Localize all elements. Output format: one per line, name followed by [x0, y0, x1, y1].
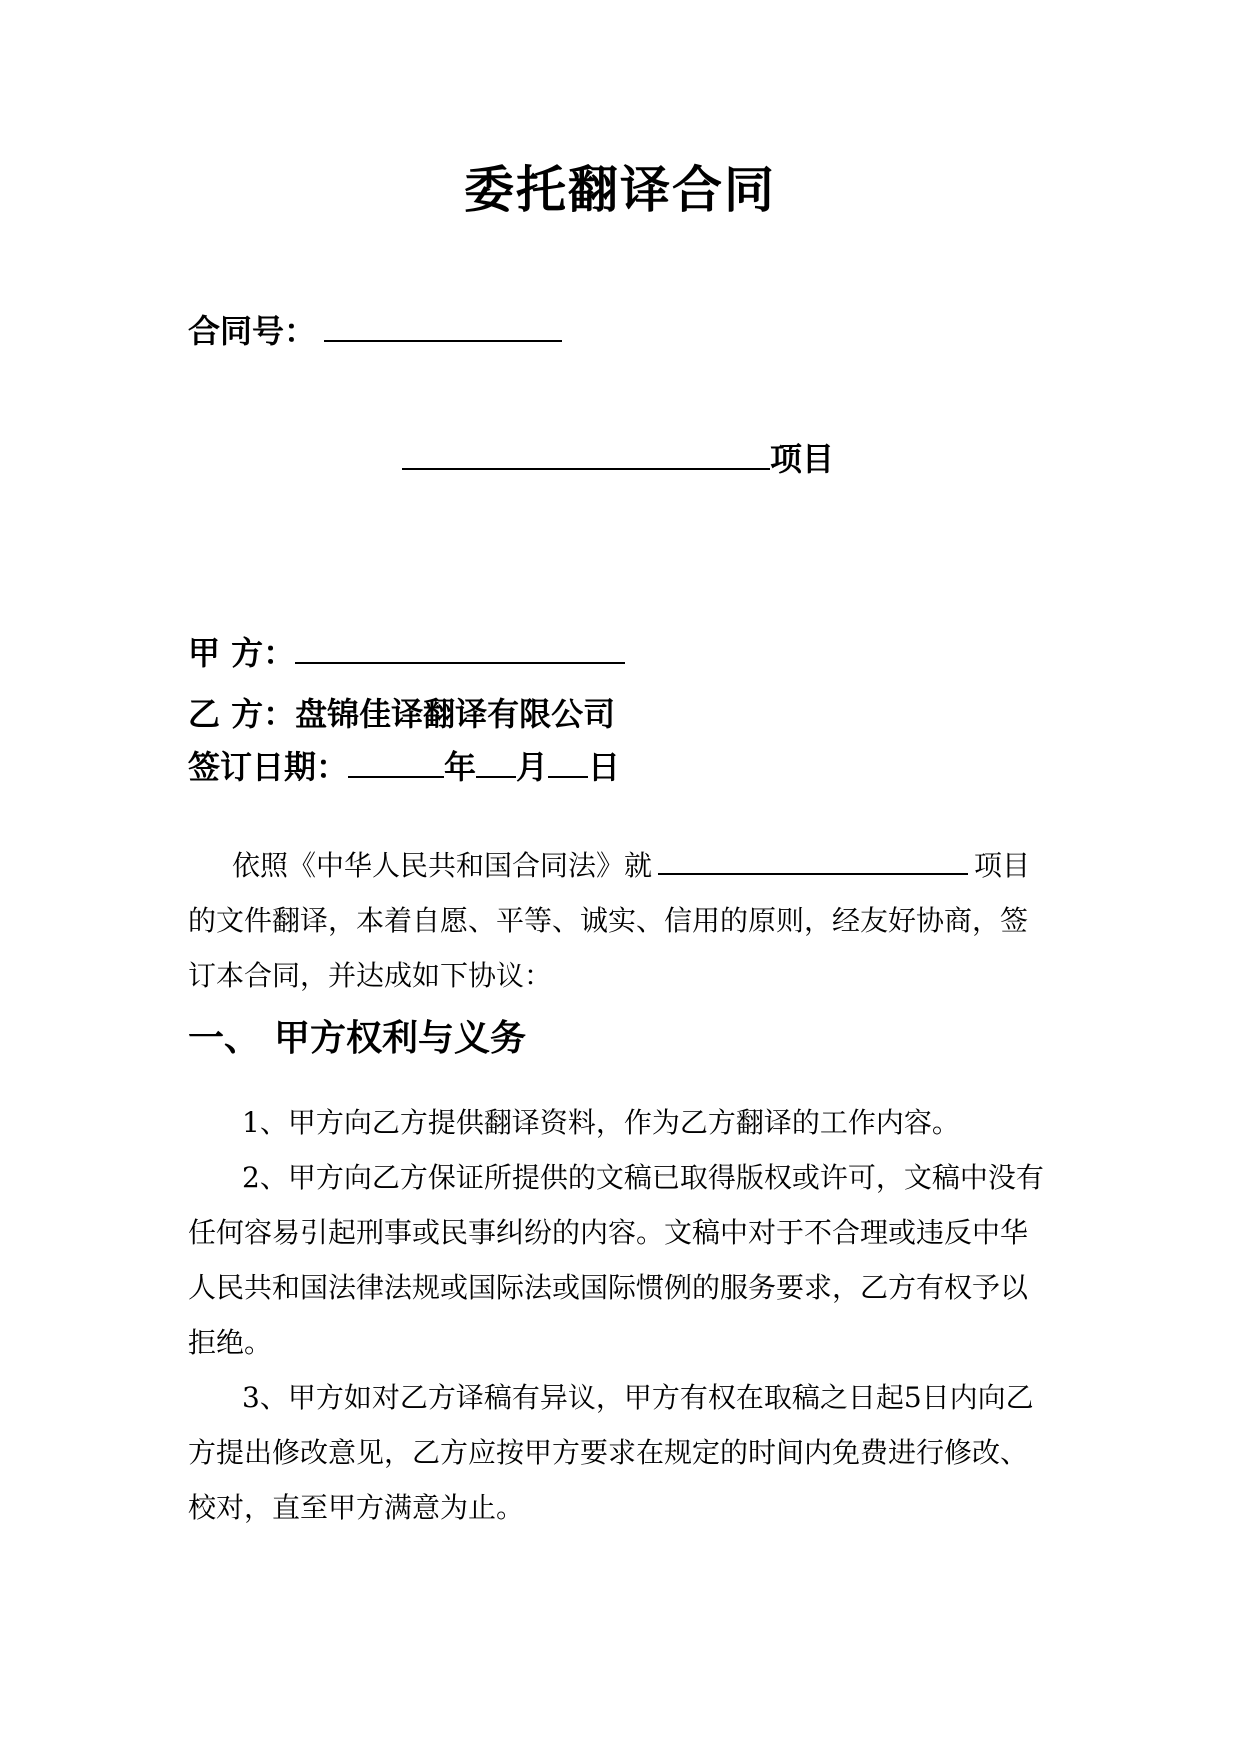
- day-blank: [548, 746, 588, 778]
- day-label: 日: [588, 748, 621, 786]
- section-title: 甲方权利与义务: [274, 1018, 527, 1059]
- month-label: 月: [516, 748, 549, 786]
- sign-date-field: [188, 746, 620, 787]
- clause-item: 3、甲方如对乙方译稿有异议，甲方有权在取稿之日起5日内向乙方提出修改意见，乙方应按甲方要求在规定的时间内免费进行修改、校对，直至甲方满意为止。: [188, 1381, 1034, 1524]
- document-title: 委托翻译合同: [464, 161, 776, 219]
- intro-text-after: 项目的文件翻译，本着自愿、平等、诚实、信用的原则，经友好协商，签订本合同，并达成如下协议：: [188, 849, 1031, 992]
- contract-number-label: 合同号：: [188, 312, 317, 350]
- section-heading: [188, 1016, 526, 1062]
- party-a-label: 甲 方：: [188, 634, 296, 672]
- clause-item: 1、甲方向乙方提供翻译资料，作为乙方翻译的工作内容。: [242, 1106, 960, 1139]
- party-a-blank: [295, 632, 625, 664]
- clause-item: 2、甲方向乙方保证所提供的文稿已取得版权或许可，文稿中没有任何容易引起刑事或民事纠纷的内容。文稿中对于不合理或违反中华人民共和国法律法规或国际法或国际惯例的服务要求，乙方有权予以拒绝。: [188, 1161, 1044, 1359]
- year-label: 年: [444, 748, 477, 786]
- project-name-blank: [402, 438, 770, 470]
- party-b-field: [188, 694, 615, 734]
- project-name-field: [402, 438, 834, 479]
- contract-number-blank: [324, 310, 562, 342]
- party-b-label: 乙 方：: [188, 695, 296, 733]
- intro-text-before: 依照《中华人民共和国合同法》就: [232, 849, 653, 882]
- month-blank: [476, 746, 516, 778]
- party-b-value: 盘锦佳译翻译有限公司: [295, 695, 616, 733]
- section-number: 一、: [188, 1018, 261, 1059]
- party-a-field: [188, 632, 625, 673]
- project-suffix: 项目: [770, 440, 835, 478]
- intro-project-blank: [658, 847, 968, 875]
- sign-date-label: 签订日期：: [188, 748, 349, 786]
- contract-number-field: [188, 310, 562, 351]
- intro-paragraph: [188, 838, 1052, 1003]
- year-blank: [348, 746, 444, 778]
